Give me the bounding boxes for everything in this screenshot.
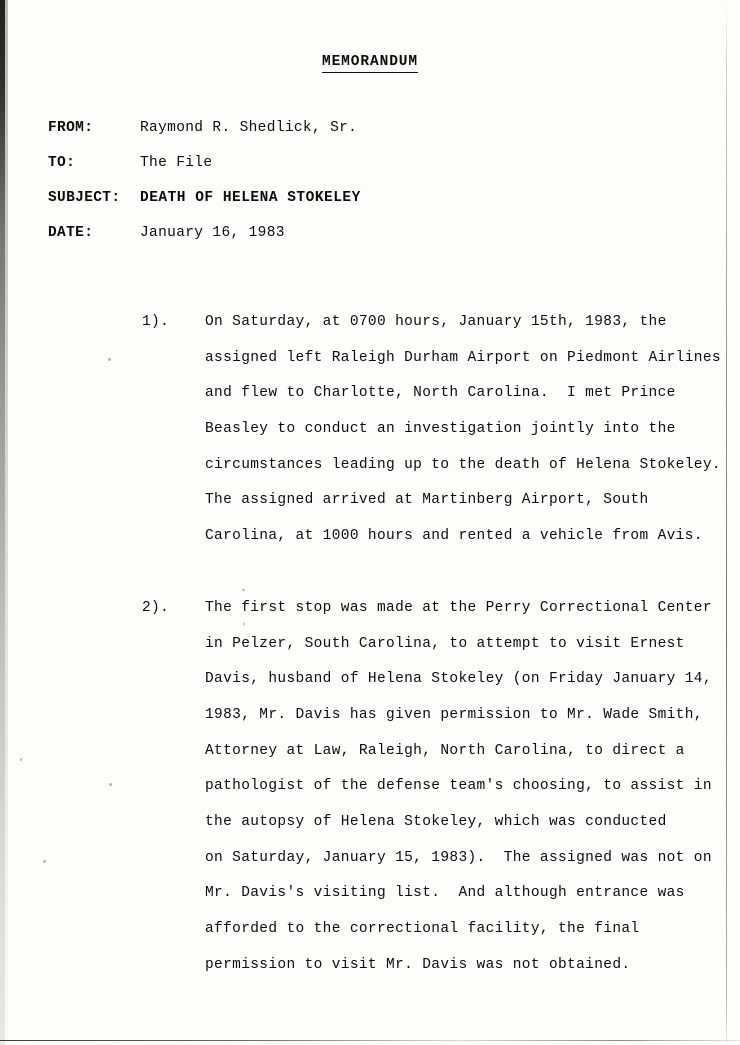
paragraph-line: the autopsy of Helena Stokeley, which was conducted xyxy=(205,813,667,830)
paragraph-line: assigned left Raleigh Durham Airport on Piedmont Airlines xyxy=(205,349,721,366)
memo-field-row xyxy=(48,120,708,155)
memo-field-value: January 16, 1983 xyxy=(140,225,285,241)
memorandum-title-container xyxy=(0,52,740,73)
page-title: MEMORANDUM xyxy=(322,53,418,73)
paragraph-line: The first stop was made at the Perry Correctional Center xyxy=(205,599,712,616)
paragraph-number: 1). xyxy=(142,314,170,330)
paragraph-line: Carolina, at 1000 hours and rented a vehicle from Avis. xyxy=(205,528,703,545)
paragraph-line: Mr. Davis's visiting list. And although entrance was xyxy=(205,885,685,902)
paragraph-line: Davis, husband of Helena Stokeley (on Friday January 14, xyxy=(205,671,712,688)
memo-field-label: SUBJECT: xyxy=(48,190,121,206)
memo-field-value: The File xyxy=(140,155,213,171)
memo-field-value: Raymond R. Shedlick, Sr. xyxy=(140,120,358,136)
memo-field-row xyxy=(48,225,708,260)
paragraph-line: afforded to the correctional facility, the final xyxy=(205,921,640,937)
memo-paragraph xyxy=(142,305,721,555)
paragraph-text xyxy=(205,591,717,984)
paragraph-line: circumstances leading up to the death of Helena Stokeley. xyxy=(205,456,721,473)
paragraph-line: Attorney at Law, Raleigh, North Carolina, to direct a xyxy=(205,742,685,759)
memo-field-label: TO: xyxy=(48,155,76,171)
memo-header-fields xyxy=(48,120,708,260)
paragraph-number: 2). xyxy=(142,599,170,616)
paragraph-line: pathologist of the defense team's choosing, to assist in xyxy=(205,778,712,795)
memo-field-label: FROM: xyxy=(48,120,94,136)
memo-paragraph xyxy=(142,591,717,984)
memo-field-value: DEATH OF HELENA STOKELEY xyxy=(140,190,361,206)
paragraph-line: and flew to Charlotte, North Carolina. I met Prince xyxy=(205,385,676,402)
memo-field-row xyxy=(48,155,708,190)
paragraph-line: in Pelzer, South Carolina, to attempt to visit Ernest xyxy=(205,635,685,652)
paragraph-line: On Saturday, at 0700 hours, January 15th, 1983, the xyxy=(205,314,667,330)
paragraph-line: on Saturday, January 15, 1983). The assigned was not on xyxy=(205,849,712,866)
paragraph-text xyxy=(205,305,721,555)
paragraph-line: permission to visit Mr. Davis was not obtained. xyxy=(205,956,631,973)
memo-field-label: DATE: xyxy=(48,225,94,241)
paragraph-line: 1983, Mr. Davis has given permission to Mr. Wade Smith, xyxy=(205,706,703,723)
memo-field-row xyxy=(48,190,708,225)
memo-paragraphs xyxy=(142,305,721,983)
paragraph-line: Beasley to conduct an investigation jointly into the xyxy=(205,421,676,438)
paragraph-line: The assigned arrived at Martinberg Airport, South xyxy=(205,492,649,509)
